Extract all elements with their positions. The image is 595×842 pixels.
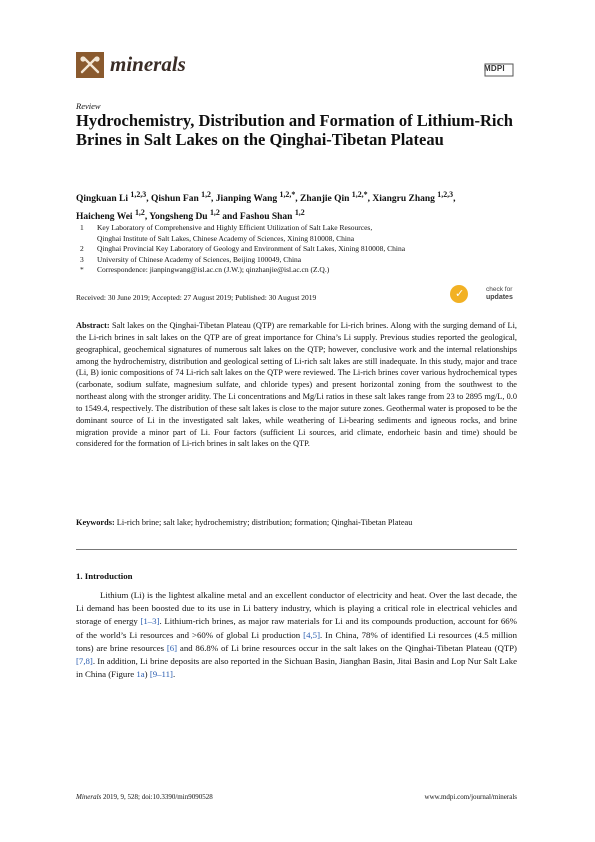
abstract-label: Abstract: <box>76 321 110 330</box>
section-divider <box>76 549 517 550</box>
author-line: Qingkuan Li $^{1,2,3}$, Qishun Fan $^{1,2}$, Jianping Wang $^{1,2,*}$, Zhanjie Qin $^{1,2,*}$, Xiangru Zhang $^{1,2,3}$, <box>76 190 456 205</box>
footer-url[interactable]: www.mdpi.com/journal/minerals <box>424 793 517 801</box>
keywords-text: Li-rich brine; salt lake; hydrochemistry; distribution; formation; Qinghai-Tibetan Plateau <box>116 518 413 527</box>
publisher-logo-text: MDPI <box>484 64 505 73</box>
citation-link[interactable]: [4,5] <box>303 629 321 640</box>
citation-link[interactable]: [1–3] <box>140 616 160 627</box>
check-updates-icon: ✓ <box>450 285 468 303</box>
journal-name: minerals <box>110 52 186 76</box>
section-heading: 1. Introduction <box>76 571 133 581</box>
author-line: Haicheng Wei $^{1,2}$, Yongsheng Du $^{1,2}$ and Fashou Shan $^{1,2}$ <box>76 208 305 223</box>
footer-citation: Minerals 2019, 9, 528; doi:10.3390/min9090528 <box>76 793 213 801</box>
abstract-text: Salt lakes on the Qinghai-Tibetan Plateau (QTP) are remarkable for Li-rich brines. Along with the surging demand of Li, the Li-rich brines in salt lakes on the QTP are of great importance for China’s Li supply. Previous studies reported the geological, geographical, geochemical signatures of numerous salt lakes on the QTP; however, conclusive work and the internal relationships among the hydrochemistry, distribution and geological setting of Li-rich salt lakes are still inadequate. In this study, major and trace (Li, B) ionic compositions of 74 Li-rich salt lakes on the QTP were reviewed. The Li-rich brines cover various hydrochemical types (carbonate, sodium sulfate, magnesium sulfate, and chloride types) and present horizontal zoning from the southwest to the northeast along with the stronger aridity. The Li concentrations and Mg/Li ratios in these salt lakes range from 23 to 2895 mg/L, 0.0 to 1549.4, respectively. The distribution of these salt lakes is close to the major suture zones. Geothermal water is proposed to be the dominant source of Li in the investigated salt lakes, while weathering of Li-bearing sediments and igneous rocks, and brine migration provide a minor part of Li. Four factors (sufficient Li sources, arid climate, endorheic basin and time) should be considered for the formation of Li-rich brines in salt lakes on the QTP. <box>76 321 518 449</box>
publication-dates: Received: 30 June 2019; Accepted: 27 August 2019; Published: 30 August 2019 <box>76 293 317 302</box>
citation-link[interactable]: [9–11] <box>149 669 173 680</box>
figure-link[interactable]: 1a <box>136 669 145 680</box>
citation-link[interactable]: [6] <box>166 642 178 653</box>
journal-logo-icon <box>76 52 104 78</box>
keywords-label: Keywords: <box>76 518 115 527</box>
citation-link[interactable]: [7,8] <box>76 656 93 667</box>
keywords <box>76 518 517 527</box>
check-for-updates-button[interactable]: ✓ check for updates <box>450 283 520 307</box>
introduction-paragraph: Lithium (Li) is the lightest alkaline metal and an excellent conductor of electricity and heat. Over the last decade, the Li demand has been boosted due to its use in Li battery industry, which is playing a critical role in electrical vehicles and storage of energy [1–3]. Lithium-rich brines, as major raw materials for Li and its compounds production, account for 66% of the world’s Li resources and >60% of global Li production [4,5]. In China, 78% of identified Li resources (4.5 million tons) are brine resources [6] and 86.8% of Li brine resources occur in the salt lakes on the Qinghai-Tibetan Plateau (QTP) [7,8]. In addition, Li brine deposits are also reported in the Sichuan Basin, Jianghan Basin, Jitai Basin and Lop Nur Salt Lake in China (Figure 1a) [9–11]. <box>76 590 518 680</box>
author-list <box>76 188 516 224</box>
paper-title: Hydrochemistry, Distribution and Formation of Lithium-Rich Brines in Salt Lakes on the Qinghai-Tibetan Plateau <box>76 111 513 149</box>
article-type: Review <box>76 101 101 111</box>
abstract <box>76 320 517 450</box>
